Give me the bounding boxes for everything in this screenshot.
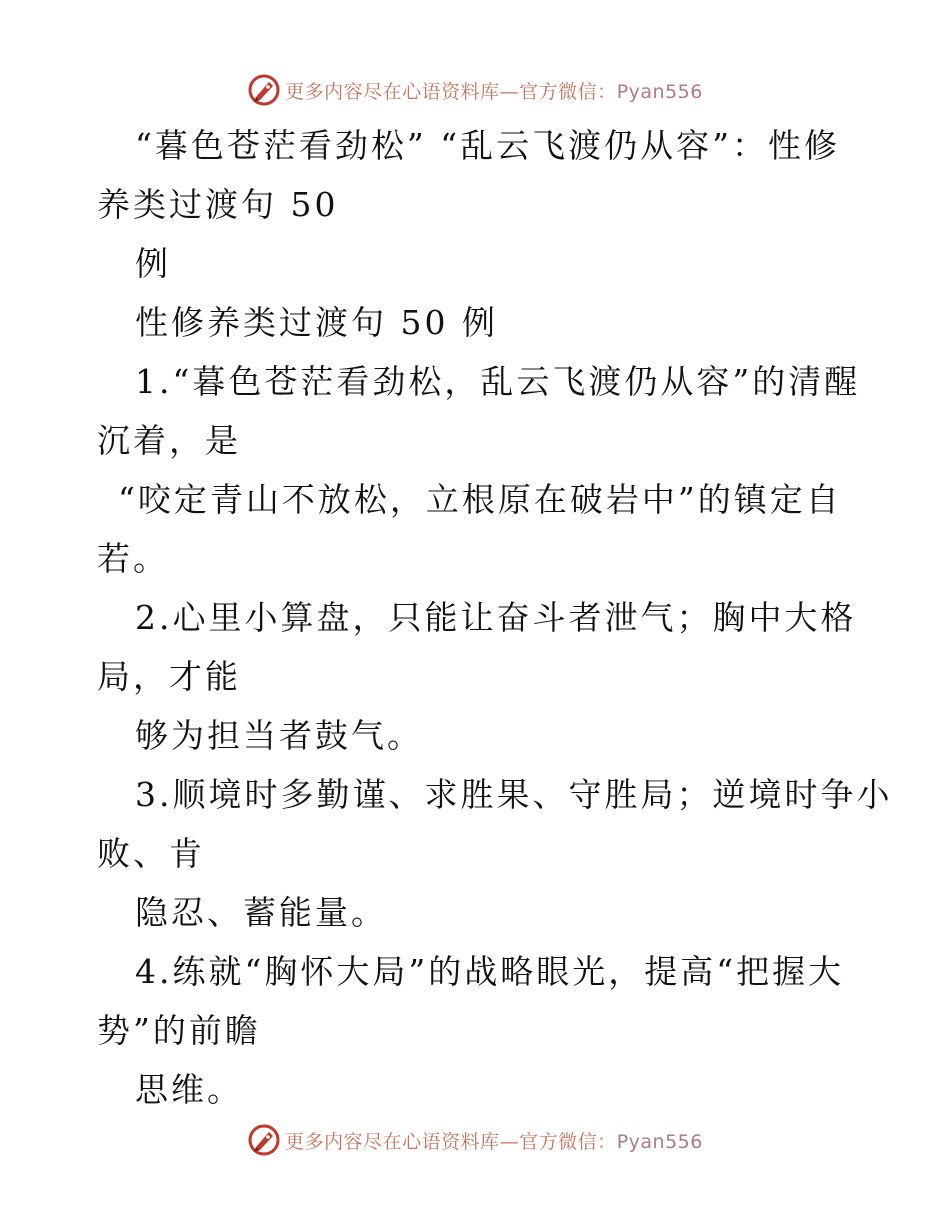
pen-logo-icon (247, 1123, 281, 1157)
watermark-text (285, 77, 703, 104)
watermark-dash: — (499, 80, 520, 103)
watermark-text (285, 1127, 703, 1154)
item-1-line-2: 沉着，是 (97, 421, 241, 460)
item-2-line-3: 够为担当者鼓气。 (135, 716, 423, 755)
item-3-line-1: 3.顺境时多勤谨、求胜果、守胜局；逆境时争小 (135, 775, 893, 814)
item-4-line-3: 思维。 (135, 1070, 243, 1109)
item-1-line-4: 若。 (97, 539, 169, 578)
section-heading: 性修养类过渡句 50 例 (135, 303, 498, 342)
watermark-wechat-id: Pyan556 (616, 1130, 703, 1153)
item-4-line-1: 4.练就“胸怀大局”的战略眼光，提高“把握大 (135, 952, 845, 991)
item-1-line-3: “咬定青山不放松，立根原在破岩中”的镇定自 (118, 480, 842, 519)
footer-watermark-banner (0, 1120, 950, 1160)
watermark-site-name: 更多内容尽在心语资料库 (285, 1130, 500, 1153)
item-2-line-1: 2.心里小算盘，只能让奋斗者泄气；胸中大格 (135, 598, 857, 637)
item-4-line-2: 势”的前瞻 (97, 1011, 261, 1050)
pen-logo-icon (247, 73, 281, 107)
item-3-line-2: 败、肯 (97, 834, 205, 873)
item-1-line-1: 1.“暮色苍茫看劲松，乱云飞渡仍从容”的清醒 (135, 362, 861, 401)
title-line-2: 养类过渡句 50 (97, 185, 339, 224)
title-line-1: “暮色苍茫看劲松” “乱云飞渡仍从容”：性修 (135, 126, 840, 165)
watermark-dash: — (499, 1130, 520, 1153)
watermark-wechat-id: Pyan556 (616, 80, 703, 103)
item-3-line-3: 隐忍、蓄能量。 (135, 893, 387, 932)
watermark-wechat-label: 官方微信： (519, 1130, 617, 1153)
title-line-3: 例 (135, 244, 171, 283)
watermark-site-name: 更多内容尽在心语资料库 (285, 80, 500, 103)
item-2-line-2: 局，才能 (97, 657, 241, 696)
header-watermark-banner (0, 70, 950, 110)
watermark-wechat-label: 官方微信： (519, 80, 617, 103)
